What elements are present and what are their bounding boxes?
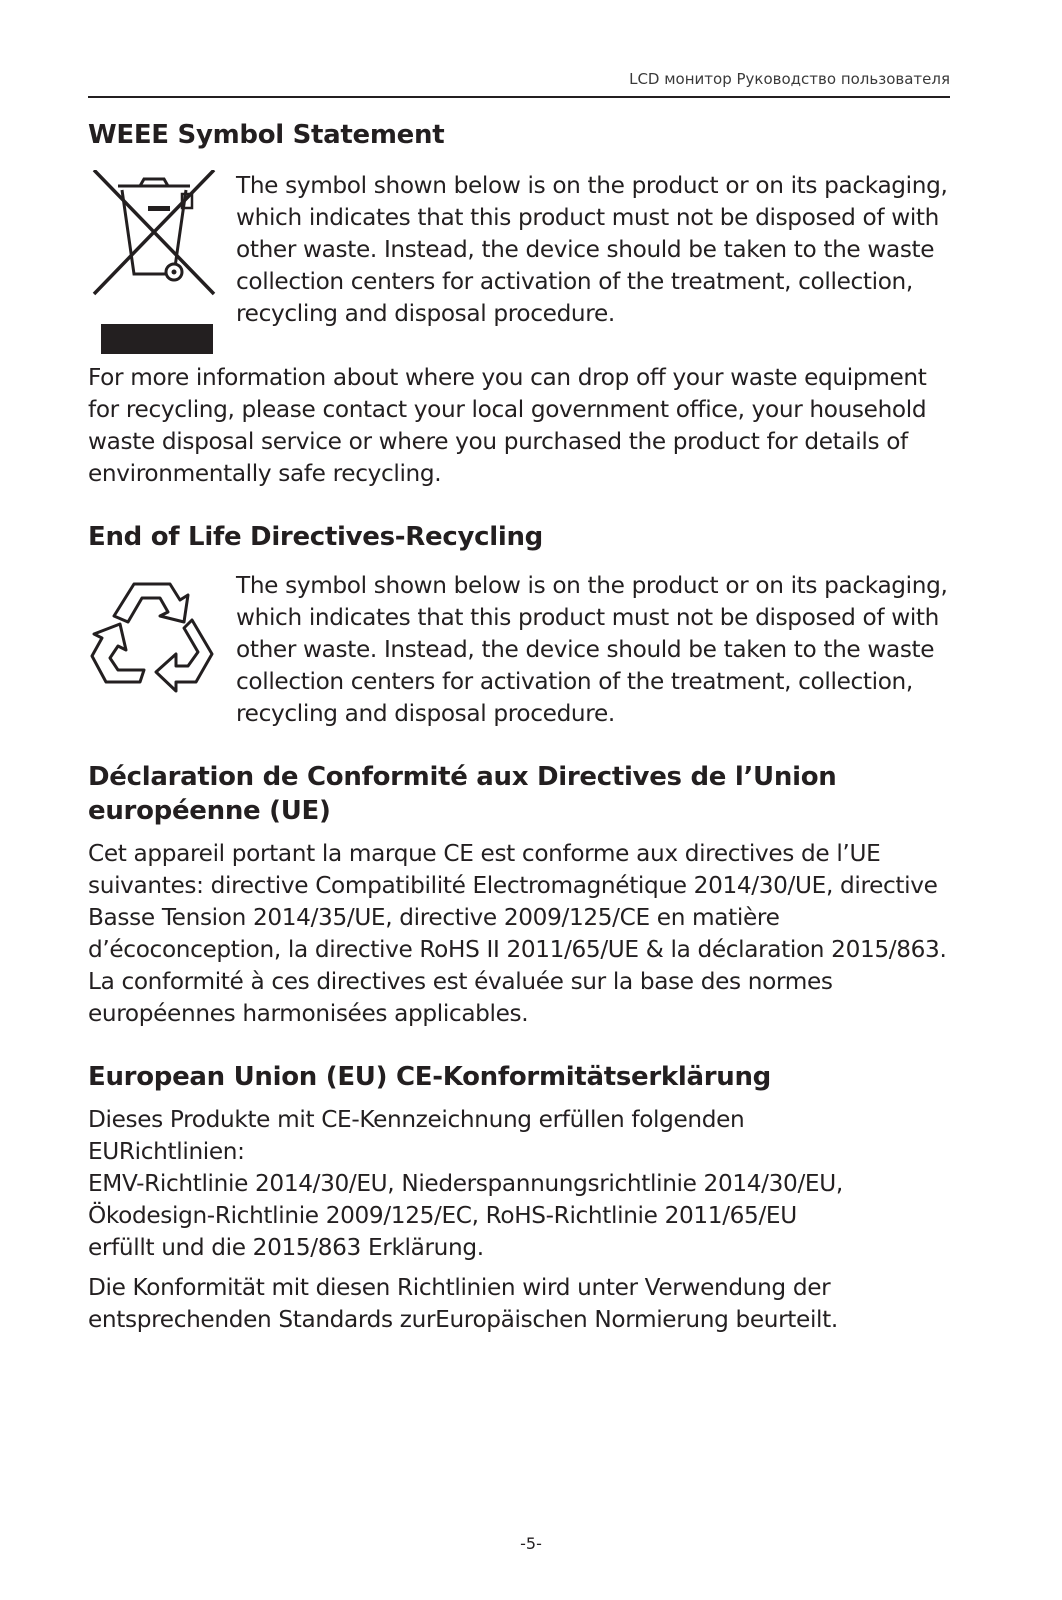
fr-paragraph-2: La conformité à ces directives est évaluée sur la base des normes européennes harmonisées applicables. — [88, 968, 833, 1027]
page-number: -5- — [520, 1534, 542, 1553]
header-title: LCD монитор Руководство пользователя — [629, 70, 950, 88]
de-heading: European Union (EU) CE-Konformitätserklärung — [88, 1062, 771, 1092]
crossed-out-wheelie-bin-icon — [88, 170, 216, 360]
fr-paragraph-1: Cet appareil portant la marque CE est conforme aux directives de l’UE suivantes: directive Compatibilité Electromagnétique 2014/30/UE, directive Basse Tension 2014/35/UE, directive 2009/125/CE en matière d’écoconception, la directive RoHS II 2011/65/UE & la déclaration 2015/863. — [88, 840, 947, 963]
eol-icon-row — [88, 570, 958, 730]
de-section — [88, 1060, 958, 1336]
weee-heading: WEEE Symbol Statement — [88, 120, 445, 150]
fr-heading: Déclaration de Conformité aux Directives de l’Union européenne (UE) — [88, 762, 837, 826]
weee-section — [88, 118, 958, 490]
eol-heading: End of Life Directives-Recycling — [88, 522, 543, 552]
de-paragraph-2: EMV-Richtlinie 2014/30/EU, Niederspannungsrichtlinie 2014/30/EU, Ökodesign-Richtlinie 2009/125/EC, RoHS-Richtlinie 2011/65/EU erfüllt und die 2015/863 Erklärung. — [88, 1170, 843, 1261]
recycling-arrows-icon — [88, 576, 218, 704]
fr-section — [88, 760, 958, 1030]
weee-icon-row — [88, 170, 958, 330]
page-header — [88, 62, 950, 98]
eol-section — [88, 520, 958, 730]
eol-text: The symbol shown below is on the product or on its packaging, which indicates that this product must not be disposed of with other waste. Instead, the device should be taken to the waste collection centers for activation of the treatment, collection, recycling and disposal procedure. — [236, 572, 948, 727]
de-paragraph-1: Dieses Produkte mit CE-Kennzeichnung erfüllen folgenden EURichtlinien: — [88, 1106, 745, 1165]
page-content — [88, 118, 958, 1336]
de-paragraph-3: Die Konformität mit diesen Richtlinien wird unter Verwendung der entsprechenden Standards zurEuropäischen Normierung beurteilt. — [88, 1274, 838, 1333]
weee-more-info: For more information about where you can drop off your waste equipment for recycling, please contact your local government office, your household waste disposal service or where you purchased the product for details of environmentally safe recycling. — [88, 364, 927, 487]
weee-text: The symbol shown below is on the product or on its packaging, which indicates that this product must not be disposed of with other waste. Instead, the device should be taken to the waste collection centers for activation of the treatment, collection, recycling and disposal procedure. — [236, 172, 948, 327]
